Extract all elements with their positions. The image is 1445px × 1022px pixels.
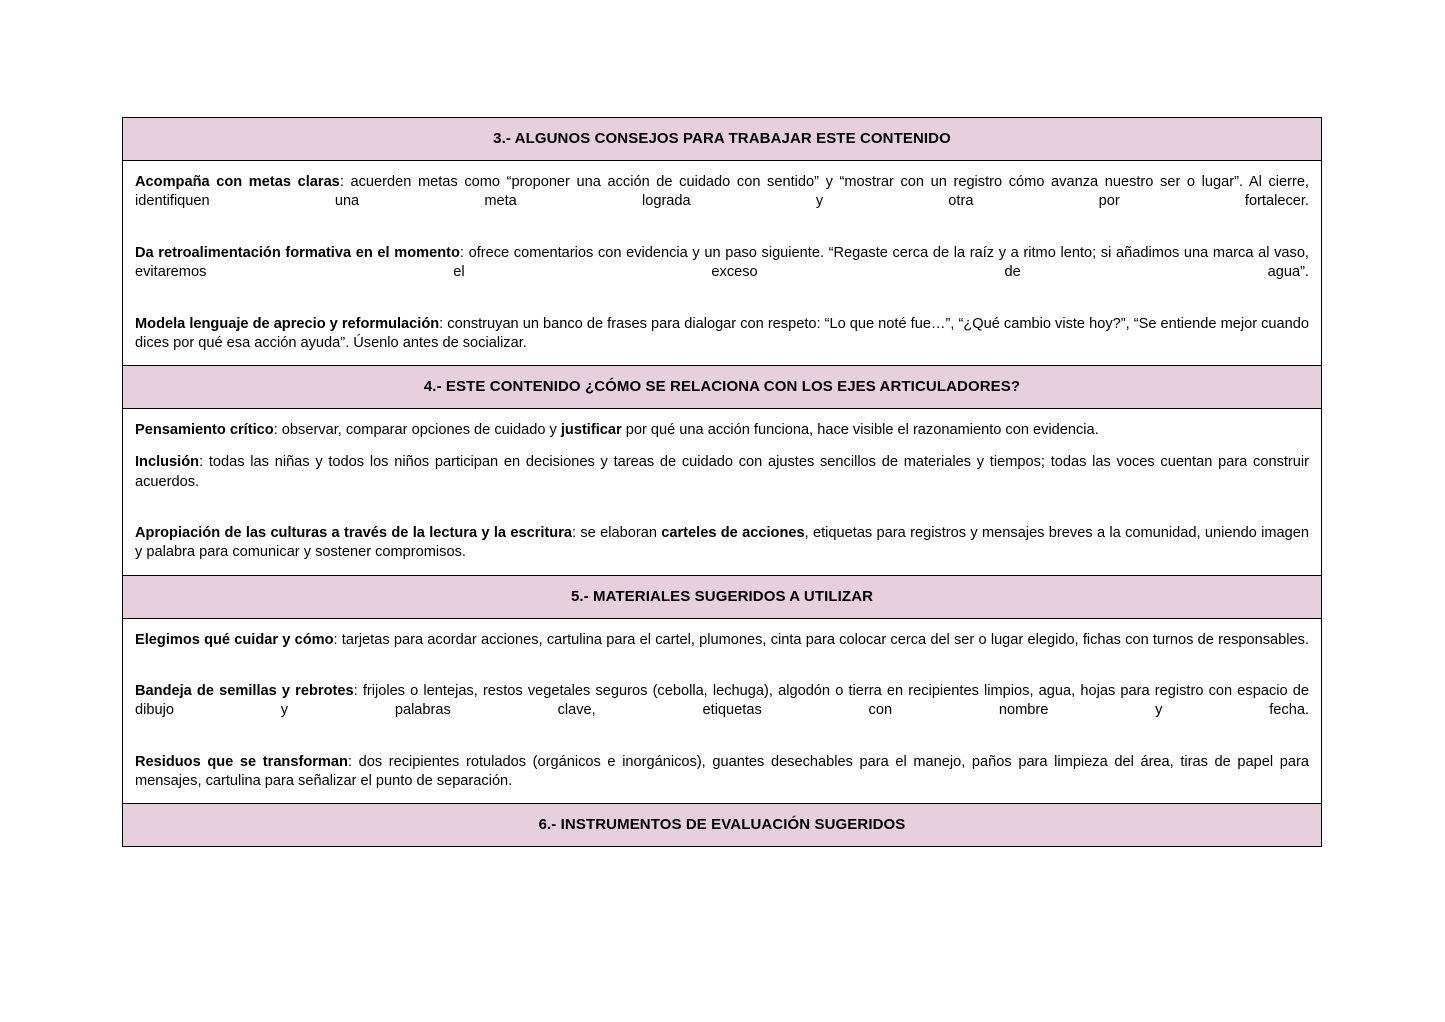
paragraph-acompana-metas [135,173,1309,231]
section-header-5: 5.- MATERIALES SUGERIDOS A UTILIZAR [123,575,1322,618]
table-row [123,804,1322,847]
section-body-4 [123,409,1322,576]
section-header-4: 4.- ESTE CONTENIDO ¿CÓMO SE RELACIONA CON LOS EJES ARTICULADORES? [123,366,1322,409]
paragraph-inclusion [135,453,1309,511]
table-row [123,366,1322,409]
paragraph-lead: Acompaña con metas claras [135,174,340,190]
paragraph-lead: Pensamiento crítico [135,422,274,438]
section-body-3 [123,161,1322,366]
paragraph-lead: Apropiación de las culturas a través de la lectura y la escritura [135,525,572,541]
paragraph-text: : construyan un banco de frases para dialogar con respeto: “Lo que noté fue…”, “¿Qué cambio viste hoy?”, “Se entiende mejor cuando dices por qué esa acción ayuda”. Úsenlo antes de socializar. [135,315,1310,351]
table-row [123,409,1322,576]
table-row [123,575,1322,618]
content-table [122,117,1322,847]
paragraph-residuos-transforman [135,753,1309,792]
paragraph-bandeja-semillas [135,682,1309,740]
paragraph-lead: Bandeja de semillas y rebrotes [135,683,354,699]
paragraph-apropiacion-culturas [135,524,1309,563]
paragraph-pensamiento-critico [135,421,1309,440]
paragraph-text: : todas las niñas y todos los niños participan en decisiones y tareas de cuidado con ajustes sencillos de materiales y tiempos; todas las voces cuentan para construir acuerdos. [135,454,1309,490]
paragraph-retroalimentacion [135,244,1309,302]
paragraph-text: : se elaboran [572,525,662,541]
table-row [123,118,1322,161]
paragraph-lead: Inclusión [135,454,200,471]
paragraph-text: : acuerden metas como “proponer una acción de cuidado con sentido” y “mostrar con un registro cómo avanza nuestro ser o lugar”. Al cierre, identifiquen una meta lograda y otra por fortalecer. [135,174,1309,210]
paragraph-text-2: , etiquetas para registros y mensajes breves a la comunidad, uniendo imagen y palabra para comunicar y sostener compromisos. [135,525,1309,561]
paragraph-lead: Modela lenguaje de aprecio y reformulación [135,315,440,332]
paragraph-text: : observar, comparar opciones de cuidado y [273,422,561,438]
paragraph-text-2: por qué una acción funciona, hace visible el razonamiento con evidencia. [621,422,1099,438]
paragraph-emphasis: carteles de acciones [661,525,805,541]
paragraph-elegimos-que-cuidar [135,631,1309,670]
section-header-3: 3.- ALGUNOS CONSEJOS PARA TRABAJAR ESTE CONTENIDO [123,118,1322,161]
table-row [123,618,1322,804]
paragraph-lead: Residuos que se transforman [135,753,348,770]
section-body-5 [123,618,1322,804]
paragraph-text: : dos recipientes rotulados (orgánicos e inorgánicos), guantes desechables para el manejo, paños para limpieza del área, tiras de papel para mensajes, cartulina para señalizar el punto de separación. [135,753,1309,789]
paragraph-text: : tarjetas para acordar acciones, cartulina para el cartel, plumones, cinta para colocar cerca del ser o lugar elegido, fichas con turnos de responsables. [333,631,1309,648]
paragraph-modela-lenguaje [135,315,1309,354]
section-header-6: 6.- INSTRUMENTOS DE EVALUACIÓN SUGERIDOS [123,804,1322,847]
paragraph-lead: Da retroalimentación formativa en el momento [135,244,460,261]
table-row [123,161,1322,366]
paragraph-text: : ofrece comentarios con evidencia y un paso siguiente. “Regaste cerca de la raíz y a ritmo lento; si añadimos una marca al vaso, evitaremos el exceso de agua”. [135,244,1309,280]
paragraph-text: : frijoles o lentejas, restos vegetales seguros (cebolla, lechuga), algodón o tierra en recipientes limpios, agua, hojas para registro con espacio de dibujo y palabras clave, etiquetas con nombre y fecha. [135,683,1310,719]
paragraph-lead: Elegimos qué cuidar y cómo [135,631,334,648]
paragraph-emphasis: justificar [560,422,622,438]
